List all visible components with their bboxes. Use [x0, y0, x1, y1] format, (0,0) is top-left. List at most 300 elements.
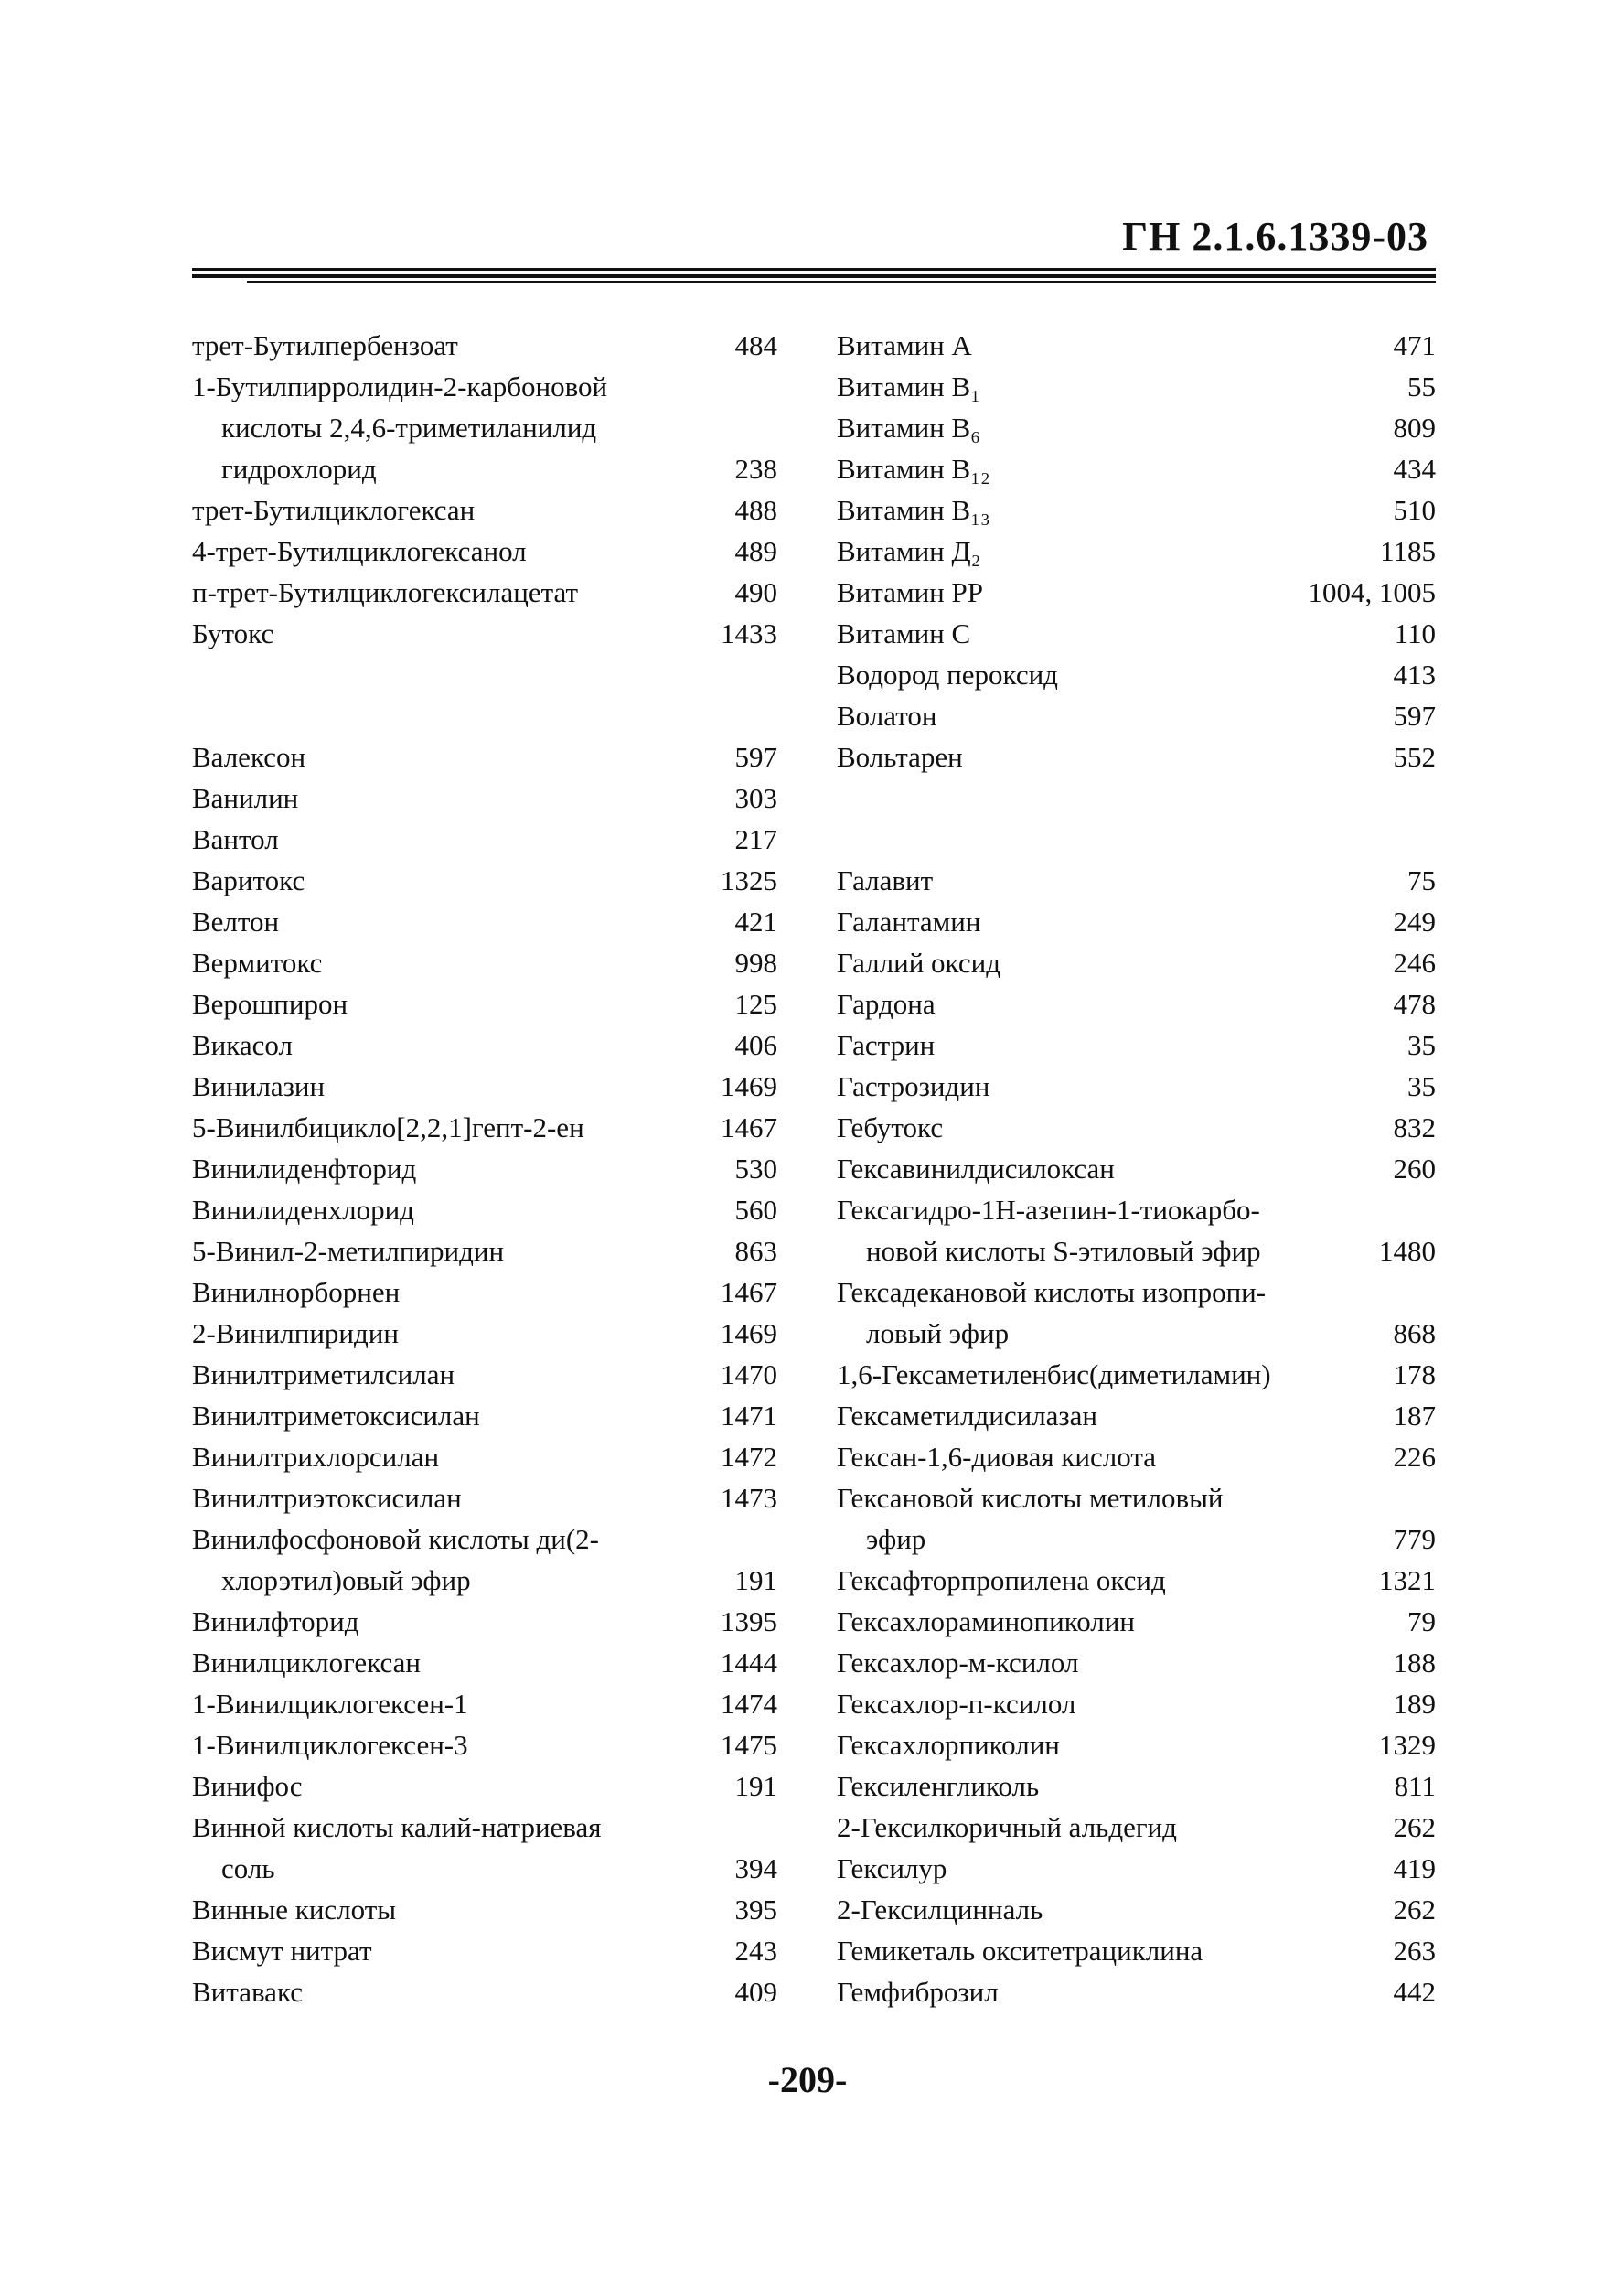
entry-name	[192, 1724, 468, 1765]
entry-page-ref: 409	[734, 1976, 777, 2008]
entry-page-ref: 1329	[1379, 1729, 1436, 1761]
entry-name	[837, 695, 936, 736]
index-entry	[192, 1313, 777, 1354]
entry-page-ref: 597	[1393, 700, 1436, 732]
entry-name-line: Витамин РР	[837, 576, 983, 608]
entry-name	[837, 1930, 1203, 1971]
entry-page-ref: 1467	[721, 1111, 777, 1143]
entry-name	[192, 1107, 584, 1148]
entry-page-ref: 1467	[721, 1276, 777, 1308]
index-entry	[837, 1807, 1436, 1848]
entry-page-ref: 811	[1394, 1770, 1436, 1802]
header-rule	[192, 274, 1436, 278]
entry-name	[192, 325, 458, 366]
entry-name-line: новой кислоты S-этиловый эфир	[866, 1235, 1261, 1267]
entry-page-ref: 188	[1393, 1647, 1436, 1679]
entry-name-line: Винилфосфоновой кислоты ди(2-	[192, 1523, 599, 1555]
index-entry	[192, 1518, 777, 1601]
index-entry	[837, 860, 1436, 901]
entry-name-line: Варитокс	[192, 864, 305, 896]
entry-name	[837, 1765, 1039, 1807]
entry-page-ref: 419	[1393, 1852, 1436, 1884]
entry-name	[837, 489, 990, 531]
entry-name	[837, 983, 936, 1025]
entry-name-line: 2-Гексилкоричный альдегид	[837, 1811, 1177, 1843]
entry-name-line: Винилтриэтоксисилан	[192, 1482, 462, 1514]
entry-name	[837, 1107, 943, 1148]
entry-name-line: Гексафторпропилена оксид	[837, 1564, 1166, 1596]
entry-page-ref: 779	[1393, 1523, 1436, 1555]
entry-page-ref: 1475	[721, 1729, 777, 1761]
entry-page-ref: 1395	[721, 1605, 777, 1637]
index-entry	[192, 1724, 777, 1765]
entry-name	[837, 407, 980, 448]
entry-page-ref: 246	[1393, 947, 1436, 979]
entry-name	[192, 1230, 504, 1271]
index-entry	[192, 325, 777, 366]
header-rule	[192, 268, 1436, 271]
entry-name	[192, 572, 578, 613]
index-entry	[837, 1354, 1436, 1395]
entry-page-ref: 1472	[721, 1441, 777, 1473]
entry-name-line: Витамин Д₂	[837, 535, 981, 567]
entry-page-ref: 260	[1393, 1153, 1436, 1185]
entry-name-line: 5-Винил-2-метилпиридин	[192, 1235, 505, 1267]
entry-page-ref: 406	[734, 1029, 777, 1061]
entry-page-ref: 262	[1393, 1894, 1436, 1926]
index-entry	[192, 1189, 777, 1230]
entry-page-ref: 35	[1407, 1070, 1436, 1102]
index-entry	[192, 1066, 777, 1107]
index-entry	[837, 1971, 1436, 2012]
entry-page-ref: 110	[1394, 617, 1436, 649]
entry-name-line: Гексиленгликоль	[837, 1770, 1040, 1802]
entry-name-line: Гексахлор-м-ксилол	[837, 1647, 1079, 1679]
index-entry	[192, 1477, 777, 1518]
blank-row	[837, 778, 1436, 819]
entry-name-line: Верошпирон	[192, 988, 348, 1020]
entry-page-ref: 243	[734, 1935, 777, 1967]
entry-page-ref: 79	[1407, 1605, 1436, 1637]
entry-name-line: Винилнорборнен	[192, 1276, 401, 1308]
entry-name	[192, 1642, 421, 1683]
entry-name	[837, 572, 983, 613]
entry-name-line: Бутокс	[192, 617, 274, 649]
entry-name-line: Гебутокс	[837, 1111, 944, 1143]
entry-page-ref: 863	[734, 1235, 777, 1267]
entry-name-line: Витавакс	[192, 1976, 303, 2008]
entry-name	[192, 1066, 325, 1107]
entry-name	[837, 654, 1058, 695]
entry-page-ref: 217	[734, 823, 777, 855]
entry-name	[192, 1436, 439, 1477]
entry-name-line: хлорэтил)овый эфир	[221, 1564, 471, 1596]
entry-name-line: 2-Винилпиридин	[192, 1317, 399, 1349]
entry-name	[192, 1271, 400, 1313]
entry-name	[837, 1601, 1135, 1642]
index-entry	[837, 1724, 1436, 1765]
entry-page-ref: 434	[1393, 453, 1436, 485]
entry-page-ref: 191	[734, 1770, 777, 1802]
index-entry	[192, 1930, 777, 1971]
entry-page-ref: 1471	[721, 1400, 777, 1432]
entry-page-ref: 238	[734, 453, 777, 485]
entry-name	[837, 1395, 1097, 1436]
entry-name-line: Витамин В₁₂	[837, 453, 990, 485]
entry-name-line: Винные кислоты	[192, 1894, 397, 1926]
entry-name	[192, 489, 475, 531]
index-entry	[192, 531, 777, 572]
entry-name	[837, 1683, 1075, 1724]
index-entry	[837, 1560, 1436, 1601]
entry-name-line: Винилциклогексан	[192, 1647, 421, 1679]
entry-name	[837, 531, 980, 572]
entry-name-line: п-трет-Бутилциклогексилацетат	[192, 576, 579, 608]
index-entry	[837, 1765, 1436, 1807]
index-entry	[192, 860, 777, 901]
entry-page-ref: 1433	[721, 617, 777, 649]
entry-page-ref: 249	[1393, 906, 1436, 938]
entry-page-ref: 1469	[721, 1317, 777, 1349]
entry-name-line: Вермитокс	[192, 947, 323, 979]
entry-name	[837, 325, 972, 366]
entry-name	[837, 1971, 999, 2012]
entry-name	[837, 860, 933, 901]
entry-name	[192, 983, 348, 1025]
entry-page-ref: 1321	[1379, 1564, 1436, 1596]
entry-name-line: Гексахлораминопиколин	[837, 1605, 1135, 1637]
index-entry	[837, 736, 1436, 778]
index-entry	[192, 1230, 777, 1271]
index-entry	[192, 1354, 777, 1395]
entry-name	[192, 1765, 303, 1807]
index-column-right	[837, 325, 1436, 2012]
index-entry	[837, 1683, 1436, 1724]
index-entry	[837, 1066, 1436, 1107]
entry-name-line: Гексавинилдисилоксан	[837, 1153, 1115, 1185]
entry-name	[192, 1683, 468, 1724]
index-entry	[837, 407, 1436, 448]
entry-name-line: 1,6-Гексаметиленбис(диметиламин)	[837, 1358, 1271, 1390]
entry-name-line: Гастрин	[837, 1029, 936, 1061]
index-entry	[837, 1642, 1436, 1683]
index-entry	[192, 572, 777, 613]
index-entry	[837, 983, 1436, 1025]
index-entry	[192, 736, 777, 778]
entry-page-ref: 484	[734, 329, 777, 361]
entry-name	[192, 366, 607, 489]
document-code: ГН 2.1.6.1339-03	[1122, 214, 1428, 259]
entry-name	[837, 1066, 989, 1107]
entry-name	[192, 1313, 399, 1354]
entry-name-line: Галантамин	[837, 906, 981, 938]
entry-name	[192, 736, 305, 778]
entry-name	[192, 1354, 455, 1395]
index-entry	[837, 1148, 1436, 1189]
index-entry	[837, 531, 1436, 572]
index-entry	[192, 489, 777, 531]
entry-page-ref: 226	[1393, 1441, 1436, 1473]
entry-name-line: Гексадекановой кислоты изопропи-	[837, 1276, 1267, 1308]
entry-name-line: Винной кислоты калий-натриевая	[192, 1811, 602, 1843]
entry-name	[192, 1971, 303, 2012]
index-entry	[192, 613, 777, 654]
entry-page-ref: 488	[734, 494, 777, 526]
entry-name-line: Гексановой кислоты метиловый	[837, 1482, 1224, 1514]
entry-page-ref: 530	[734, 1153, 777, 1185]
entry-page-ref: 394	[734, 1852, 777, 1884]
page-number: -209-	[767, 2059, 848, 2100]
index-entry	[837, 325, 1436, 366]
index-entry	[837, 1889, 1436, 1930]
entry-name	[192, 1601, 359, 1642]
entry-name	[837, 901, 980, 942]
index-entry	[837, 1477, 1436, 1560]
entry-name-line: Гемикеталь окситетрациклина	[837, 1935, 1203, 1967]
entry-name-line: 2-Гексилцинналь	[837, 1894, 1043, 1926]
index-entry	[192, 1889, 777, 1930]
entry-name-line: эфир	[866, 1523, 926, 1555]
entry-page-ref: 490	[734, 576, 777, 608]
index-entry	[192, 819, 777, 860]
entry-page-ref: 1444	[721, 1647, 777, 1679]
entry-name	[837, 1848, 947, 1889]
entry-name	[192, 860, 305, 901]
index-entry	[192, 1601, 777, 1642]
header-rule	[247, 281, 1436, 283]
entry-page-ref: 263	[1393, 1935, 1436, 1967]
index-entry	[192, 1107, 777, 1148]
entry-page-ref: 1004, 1005	[1308, 576, 1436, 608]
entry-name	[837, 1148, 1115, 1189]
entry-name-line: Витамин В₁₃	[837, 494, 990, 526]
entry-name	[192, 1148, 416, 1189]
index-entry	[192, 983, 777, 1025]
index-entry	[837, 942, 1436, 983]
index-entry	[192, 1807, 777, 1889]
entry-name	[837, 942, 1000, 983]
index-entry	[837, 1271, 1436, 1354]
entry-name	[837, 1560, 1166, 1601]
entry-page-ref: 998	[734, 947, 777, 979]
entry-name	[192, 1930, 372, 1971]
entry-name-line: 1-Винилциклогексен-3	[192, 1729, 468, 1761]
entry-name-line: 5-Винилбицикло[2,2,1]гепт-2-ен	[192, 1111, 584, 1143]
entry-page-ref: 35	[1407, 1029, 1436, 1061]
entry-name	[192, 819, 279, 860]
entry-page-ref: 442	[1393, 1976, 1436, 2008]
entry-page-ref: 868	[1393, 1317, 1436, 1349]
entry-name-line: трет-Бутилциклогексан	[192, 494, 476, 526]
page-header	[192, 206, 1436, 279]
entry-name-line: Водород пероксид	[837, 659, 1058, 691]
entry-page-ref: 809	[1393, 412, 1436, 444]
entry-name-line: Гемфиброзил	[837, 1976, 999, 2008]
index-entry	[837, 1930, 1436, 1971]
index-entry	[837, 1025, 1436, 1066]
index-entry	[837, 489, 1436, 531]
entry-name-line: Волатон	[837, 700, 937, 732]
entry-page-ref: 832	[1393, 1111, 1436, 1143]
entry-name-line: Винилиденхлорид	[192, 1194, 414, 1226]
blank-row	[192, 654, 777, 695]
entry-name-line: ловый эфир	[866, 1317, 1010, 1349]
index-entry	[837, 1189, 1436, 1271]
entry-name-line: Галавит	[837, 864, 934, 896]
entry-name-line: Винилиденфторид	[192, 1153, 417, 1185]
index-entry	[192, 1025, 777, 1066]
entry-name	[192, 613, 273, 654]
entry-name-line: Винифос	[192, 1770, 303, 1802]
index-entry	[837, 572, 1436, 613]
entry-name-line: гидрохлорид	[221, 453, 377, 485]
index-entry	[837, 1848, 1436, 1889]
entry-name	[192, 1395, 480, 1436]
entry-name-line: Витамин В₁	[837, 370, 980, 402]
entry-page-ref: 1469	[721, 1070, 777, 1102]
index-entry	[192, 1271, 777, 1313]
entry-page-ref: 597	[734, 741, 777, 773]
entry-page-ref: 191	[734, 1564, 777, 1596]
entry-page-ref: 189	[1393, 1688, 1436, 1720]
entry-name	[837, 1807, 1177, 1848]
entry-name-line: Вольтарен	[837, 741, 963, 773]
entry-name-line: Гексагидро-1Н-азепин-1-тиокарбо-	[837, 1194, 1260, 1226]
index-entry	[837, 1436, 1436, 1477]
entry-page-ref: 1470	[721, 1358, 777, 1390]
entry-name	[837, 448, 990, 489]
blank-row	[192, 695, 777, 736]
entry-name	[192, 1807, 602, 1889]
index-entry	[192, 1971, 777, 2012]
entry-name	[837, 613, 970, 654]
entry-page-ref: 471	[1393, 329, 1436, 361]
index-entry	[192, 1642, 777, 1683]
index-entry	[192, 1148, 777, 1189]
entry-page-ref: 395	[734, 1894, 777, 1926]
entry-page-ref: 1325	[721, 864, 777, 896]
entry-name-line: Витамин В₆	[837, 412, 980, 444]
blank-row	[837, 819, 1436, 860]
entry-page-ref: 560	[734, 1194, 777, 1226]
entry-name-line: соль	[221, 1852, 275, 1884]
index-entry	[192, 1395, 777, 1436]
entry-name-line: Винилтриметоксисилан	[192, 1400, 480, 1432]
entry-page-ref: 178	[1393, 1358, 1436, 1390]
entry-name	[837, 1477, 1224, 1560]
entry-name-line: Витамин А	[837, 329, 972, 361]
entry-name-line: Викасол	[192, 1029, 293, 1061]
index-entry	[837, 1395, 1436, 1436]
entry-page-ref: 413	[1393, 659, 1436, 691]
entry-page-ref: 125	[734, 988, 777, 1020]
index-column-left	[192, 325, 777, 2012]
entry-name	[192, 1025, 293, 1066]
entry-name-line: Гексахлор-п-ксилол	[837, 1688, 1076, 1720]
index-entry	[837, 448, 1436, 489]
entry-name	[192, 1518, 599, 1601]
index-entry	[837, 366, 1436, 407]
index-entry	[192, 778, 777, 819]
entry-name	[192, 1477, 462, 1518]
index-entry	[837, 695, 1436, 736]
entry-name	[192, 531, 527, 572]
index-entry	[192, 366, 777, 489]
index-entry	[192, 901, 777, 942]
entry-page-ref: 510	[1393, 494, 1436, 526]
entry-name	[837, 1354, 1271, 1395]
index-entry	[192, 1436, 777, 1477]
entry-name-line: Валексон	[192, 741, 306, 773]
index-entry	[837, 901, 1436, 942]
entry-page-ref: 303	[734, 782, 777, 814]
entry-name-line: трет-Бутилпербензоат	[192, 329, 458, 361]
entry-name-line: Винилфторид	[192, 1605, 359, 1637]
entry-page-ref: 1480	[1379, 1235, 1436, 1267]
entry-page-ref: 1473	[721, 1482, 777, 1514]
entry-name	[837, 1189, 1261, 1271]
entry-name	[192, 942, 322, 983]
entry-page-ref: 1474	[721, 1688, 777, 1720]
entry-name-line: Гексаметилдисилазан	[837, 1400, 1098, 1432]
entry-name-line: Вантол	[192, 823, 279, 855]
index-entry	[837, 613, 1436, 654]
entry-name	[837, 1889, 1043, 1930]
entry-page-ref: 421	[734, 906, 777, 938]
entry-page-ref: 478	[1393, 988, 1436, 1020]
entry-name-line: Ванилин	[192, 782, 299, 814]
entry-name	[837, 736, 963, 778]
entry-name-line: Гастрозидин	[837, 1070, 990, 1102]
entry-name	[837, 1436, 1156, 1477]
index-entry	[192, 1765, 777, 1807]
entry-name	[837, 1025, 935, 1066]
entry-page-ref: 1185	[1380, 535, 1436, 567]
entry-name-line: 4-трет-Бутилциклогексанол	[192, 535, 527, 567]
entry-name-line: Галлий оксид	[837, 947, 1000, 979]
entry-page-ref: 489	[734, 535, 777, 567]
entry-name	[837, 1642, 1078, 1683]
index-entry	[192, 1683, 777, 1724]
index-entry	[192, 942, 777, 983]
entry-name	[192, 778, 298, 819]
entry-name-line: Гексахлорпиколин	[837, 1729, 1060, 1761]
entry-name-line: Винилтриметилсилан	[192, 1358, 455, 1390]
entry-name-line: Гексан-1,6-диовая кислота	[837, 1441, 1157, 1473]
entry-name-line: Винилазин	[192, 1070, 326, 1102]
index-entry	[837, 1107, 1436, 1148]
entry-page-ref: 552	[1393, 741, 1436, 773]
entry-name-line: Велтон	[192, 906, 280, 938]
index-entry	[837, 654, 1436, 695]
entry-name-line: Витамин С	[837, 617, 971, 649]
entry-name	[192, 1189, 414, 1230]
entry-name-line: 1-Бутилпирролидин-2-карбоновой	[192, 370, 608, 402]
index-entry	[837, 1601, 1436, 1642]
entry-name-line: кислоты 2,4,6-триметиланилид	[221, 412, 597, 444]
entry-name	[837, 1271, 1266, 1354]
entry-name-line: Гексилур	[837, 1852, 947, 1884]
entry-name	[192, 1889, 396, 1930]
entry-page-ref: 262	[1393, 1811, 1436, 1843]
entry-name-line: 1-Винилциклогексен-1	[192, 1688, 468, 1720]
entry-name	[837, 366, 980, 407]
entry-name-line: Висмут нитрат	[192, 1935, 372, 1967]
entry-name	[837, 1724, 1060, 1765]
entry-name	[192, 901, 279, 942]
entry-name-line: Винилтрихлорсилан	[192, 1441, 440, 1473]
entry-page-ref: 187	[1393, 1400, 1436, 1432]
